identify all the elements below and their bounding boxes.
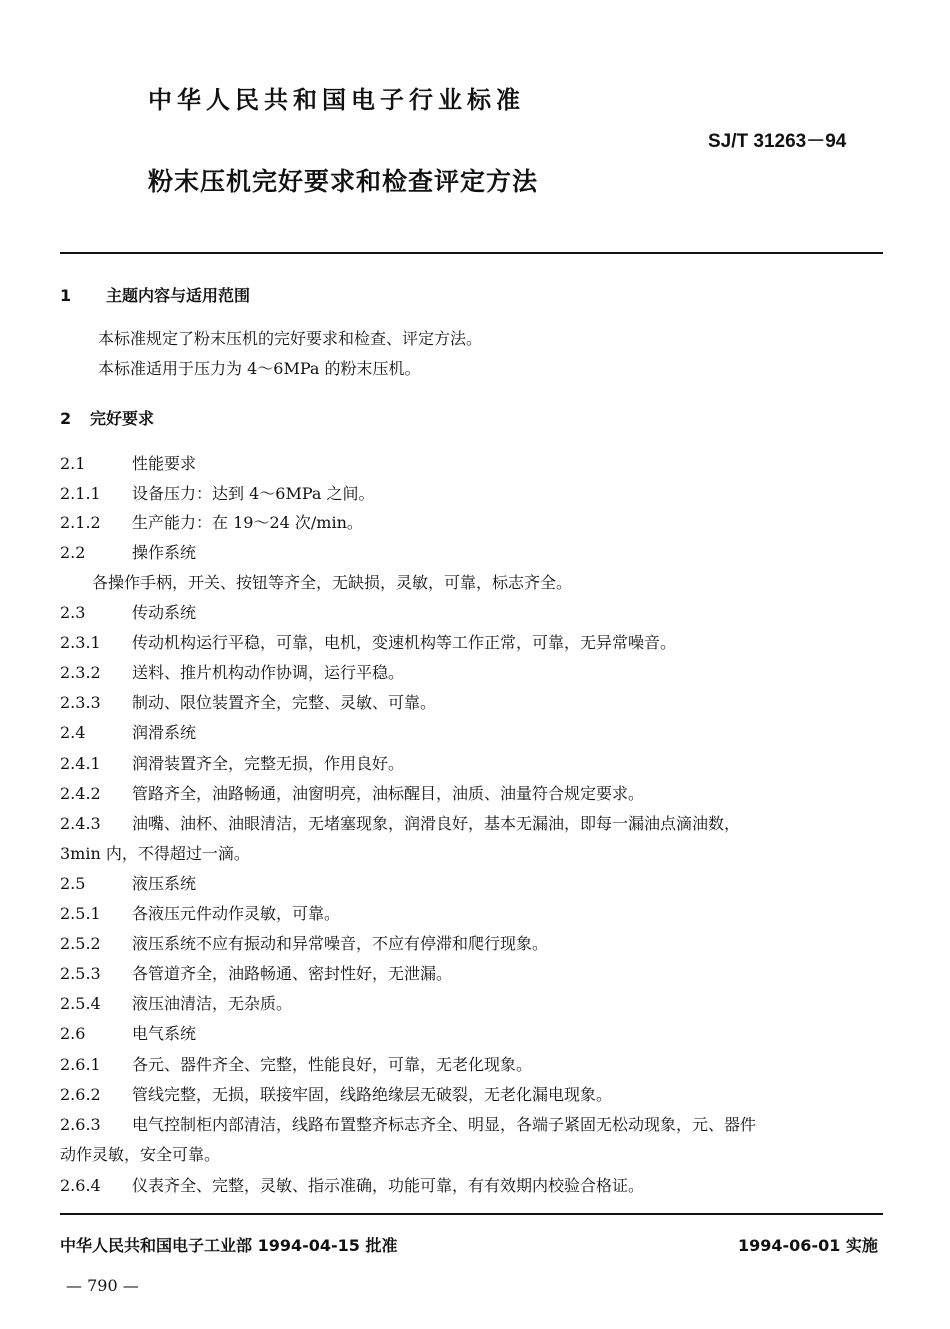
clause-number: 2.5.1: [60, 904, 101, 923]
section-1-paragraph: 本标准规定了粉末压机的完好要求和检查、评定方法。: [98, 329, 483, 348]
clause-number: 2.5.3: [60, 964, 101, 983]
clause-text: 传动系统: [132, 603, 197, 622]
clause-number: 2.1: [60, 454, 86, 473]
clause-item: [60, 484, 375, 504]
clause-number: 2.5.2: [60, 934, 101, 953]
clause-item: [60, 1176, 644, 1196]
clause-number: 2.6.3: [60, 1115, 101, 1134]
clause-text: 传动机构运行平稳，可靠，电机，变速机构等工作正常，可靠，无异常噪音。: [132, 633, 677, 652]
clause-text: 润滑系统: [132, 723, 197, 742]
clause-number: 2.6: [60, 1024, 86, 1043]
clause-continuation: [60, 844, 250, 864]
clause-item: [92, 573, 572, 593]
clause-item: [60, 1055, 532, 1075]
clause-number: 2.3.1: [60, 633, 101, 652]
clause-text: 液压系统: [132, 874, 197, 893]
section-2-heading: [60, 406, 154, 429]
clause-number: 2.4.3: [60, 814, 101, 833]
clause-item: [60, 754, 404, 774]
header-divider: [60, 252, 883, 254]
effective-date: 1994-06-01 实施: [738, 1236, 878, 1255]
clause-number: 2.4.1: [60, 754, 101, 773]
section-1-paragraph: 本标准适用于压力为 4～6MPa 的粉末压机。: [98, 359, 421, 378]
clause-number: 2.3.3: [60, 693, 101, 712]
clause-continuation: [60, 1145, 220, 1165]
clause-item: [60, 663, 404, 683]
clause-text: 电气系统: [132, 1024, 197, 1043]
clause-text: 性能要求: [132, 454, 197, 473]
clause-number: 2.5: [60, 874, 86, 893]
clause-number: 2.6.1: [60, 1055, 101, 1074]
clause-item: [60, 904, 340, 924]
clause-item: [60, 603, 196, 623]
clause-item: [60, 454, 196, 474]
clause-text: 润滑装置齐全，完整无损，作用良好。: [132, 754, 405, 773]
clause-item: [60, 1085, 612, 1105]
section-2-number: 2: [60, 409, 72, 428]
clause-item: [60, 633, 676, 653]
clause-text: 生产能力：在 19～24 次/min。: [132, 513, 363, 532]
document-title: 粉末压机完好要求和检查评定方法: [148, 167, 539, 196]
issuing-body: 中华人民共和国电子行业标准: [148, 86, 525, 114]
section-1-number: 1: [60, 286, 72, 305]
clause-text: 各操作手柄，开关、按钮等齐全，无缺损，灵敏，可靠，标志齐全。: [92, 573, 573, 592]
clause-number: 2.5.4: [60, 994, 101, 1013]
clause-item: [60, 1115, 756, 1135]
clause-item: [60, 513, 363, 533]
page-number: — 790 —: [66, 1276, 139, 1295]
standard-code: SJ/T 31263－94: [708, 131, 847, 152]
clause-number: 2.2: [60, 543, 86, 562]
clause-text: 各管道齐全，油路畅通、密封性好，无泄漏。: [132, 964, 453, 983]
section-1-heading: [60, 283, 250, 306]
clause-text: 油嘴、油杯、油眼清洁，无堵塞现象，润滑良好，基本无漏油，即每一漏油点滴油数，: [132, 814, 741, 833]
approval-note: 中华人民共和国电子工业部 1994-04-15 批准: [60, 1236, 398, 1255]
clause-item: [60, 784, 644, 804]
clause-text: 管路齐全，油路畅通，油窗明亮，油标醒目，油质、油量符合规定要求。: [132, 784, 645, 803]
clause-number: 2.3.2: [60, 663, 101, 682]
clause-number: 2.4: [60, 723, 86, 742]
clause-text: 各元、器件齐全、完整，性能良好，可靠，无老化现象。: [132, 1055, 533, 1074]
clause-item: [60, 964, 452, 984]
clause-text: 电气控制柜内部清洁，线路布置整齐标志齐全、明显，各端子紧固无松动现象，元、器件: [132, 1115, 757, 1134]
clause-text: 送料、推片机构动作协调，运行平稳。: [132, 663, 405, 682]
clause-item: [60, 994, 292, 1014]
clause-number: 2.1.1: [60, 484, 101, 503]
clause-text: 仪表齐全、完整，灵敏、指示准确，功能可靠，有有效期内校验合格证。: [132, 1176, 645, 1195]
clause-item: [60, 874, 196, 894]
clause-text: 液压系统不应有振动和异常噪音，不应有停滞和爬行现象。: [132, 934, 549, 953]
clause-item: [60, 543, 196, 563]
clause-item: [60, 1024, 196, 1044]
clause-item: [60, 934, 548, 954]
clause-item: [60, 814, 740, 834]
clause-text: 管线完整，无损，联接牢固，线路绝缘层无破裂，无老化漏电现象。: [132, 1085, 613, 1104]
footer-divider: [60, 1213, 883, 1215]
clause-text: 操作系统: [132, 543, 197, 562]
clause-number: 2.6.4: [60, 1176, 101, 1195]
clause-text: 动作灵敏，安全可靠。: [60, 1145, 221, 1164]
section-1-title: 主题内容与适用范围: [106, 286, 251, 305]
clause-number: 2.3: [60, 603, 86, 622]
clause-text: 制动、限位装置齐全，完整、灵敏、可靠。: [132, 693, 437, 712]
clause-number: 2.4.2: [60, 784, 101, 803]
clause-text: 各液压元件动作灵敏，可靠。: [132, 904, 341, 923]
clause-item: [60, 723, 196, 743]
clause-text: 3min 内，不得超过一滴。: [60, 844, 250, 863]
clause-number: 2.6.2: [60, 1085, 101, 1104]
clause-item: [60, 693, 436, 713]
section-2-title: 完好要求: [90, 409, 155, 428]
clause-text: 液压油清洁，无杂质。: [132, 994, 293, 1013]
clause-number: 2.1.2: [60, 513, 101, 532]
clause-text: 设备压力：达到 4～6MPa 之间。: [132, 484, 375, 503]
